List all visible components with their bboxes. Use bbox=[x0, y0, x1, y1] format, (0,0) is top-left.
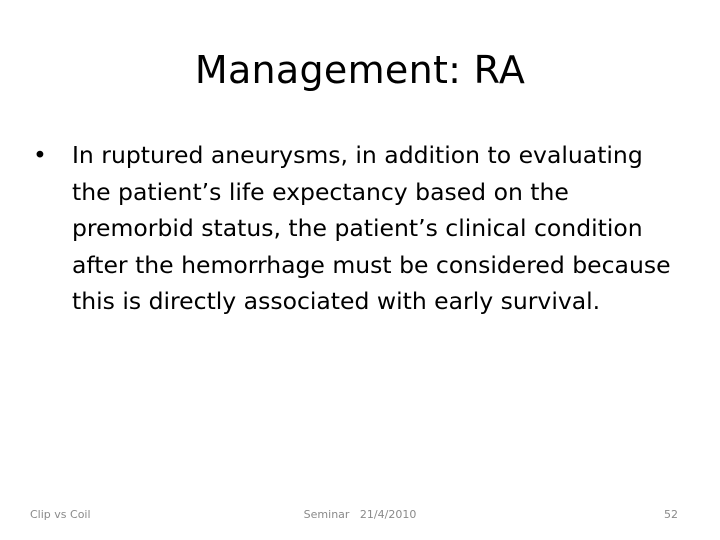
bullet-item bbox=[30, 137, 680, 320]
bullet-text: In ruptured aneurysms, in addition to evaluating the patient’s life expectancy based on the premorbid status, the patient’s clinical condition after the hemorrhage must be considered because this is directly associated with early survival. bbox=[72, 141, 671, 315]
footer-date: Seminar 21/4/2010 bbox=[303, 508, 417, 521]
bullet-list bbox=[30, 137, 680, 320]
footer-left-text: Clip vs Coil bbox=[30, 508, 91, 521]
slide-title: Management: RA bbox=[194, 48, 526, 92]
slide-number: 52 bbox=[664, 508, 678, 521]
bullet-marker: • bbox=[33, 141, 47, 169]
